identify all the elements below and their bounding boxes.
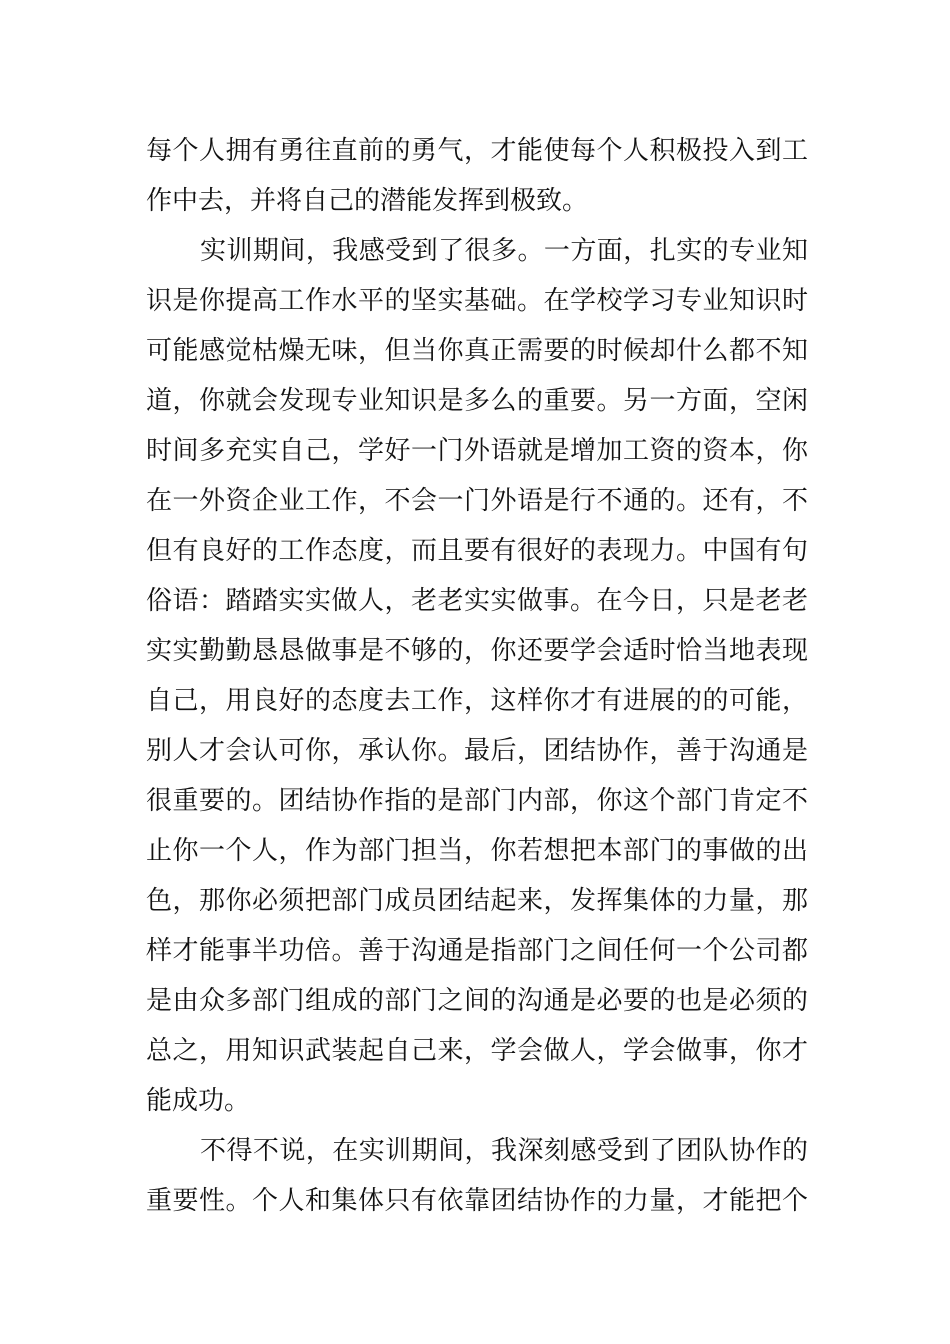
text-line: 道，你就会发现专业知识是多么的重要。另一方面，空闲 [146, 386, 808, 416]
text-line: 样才能事半功倍。善于沟通是指部门之间任何一个公司都 [146, 936, 808, 966]
text-line: 总之，用知识武装起自己来，学会做人，学会做事，你才 [146, 1036, 808, 1066]
text-line: 自己，用良好的态度去工作，这样你才有进展的的可能， [146, 686, 808, 716]
document-body [146, 126, 808, 1226]
text-line: 作中去，并将自己的潜能发挥到极致。 [146, 186, 589, 216]
text-line: 很重要的。团结协作指的是部门内部，你这个部门肯定不 [146, 786, 808, 816]
text-line: 但有良好的工作态度，而且要有很好的表现力。中国有句 [146, 536, 808, 566]
text-line: 止你一个人，作为部门担当，你若想把本部门的事做的出 [146, 836, 808, 866]
text-line: 别人才会认可你，承认你。最后，团结协作，善于沟通是 [146, 736, 808, 766]
text-line: 时间多充实自己，学好一门外语就是增加工资的资本，你 [146, 436, 808, 466]
text-line: 识是你提高工作水平的坚实基础。在学校学习专业知识时 [146, 286, 808, 316]
text-line: 色，那你必须把部门成员团结起来，发挥集体的力量，那 [146, 886, 808, 916]
text-line: 重要性。个人和集体只有依靠团结协作的力量，才能把个 [146, 1186, 808, 1216]
text-line: 实实勤勤恳恳做事是不够的，你还要学会适时恰当地表现 [146, 636, 808, 666]
text-line: 实训期间，我感受到了很多。一方面，扎实的专业知 [200, 236, 808, 266]
text-line: 俗语：踏踏实实做人，老老实实做事。在今日，只是老老 [146, 586, 808, 616]
text-line: 是由众多部门组成的部门之间的沟通是必要的也是必须的 [146, 986, 808, 1016]
text-line: 在一外资企业工作，不会一门外语是行不通的。还有，不 [146, 486, 808, 516]
text-line: 可能感觉枯燥无味，但当你真正需要的时候却什么都不知 [146, 336, 808, 366]
text-line: 能成功。 [146, 1086, 251, 1116]
text-line: 不得不说，在实训期间，我深刻感受到了团队协作的 [200, 1136, 808, 1166]
text-line: 每个人拥有勇往直前的勇气，才能使每个人积极投入到工 [146, 136, 808, 166]
